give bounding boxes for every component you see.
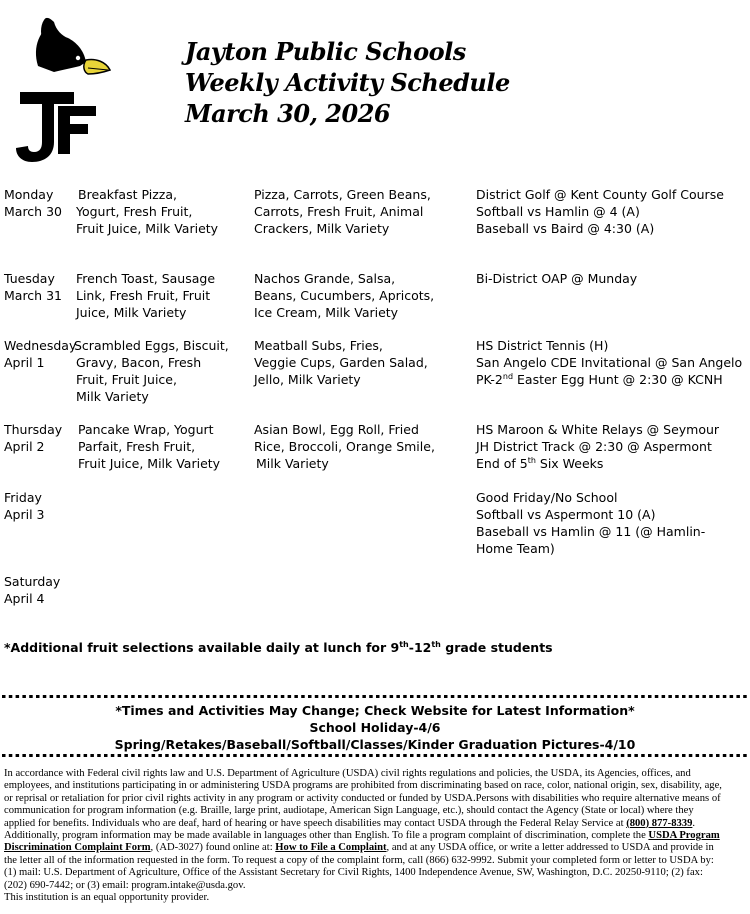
fruit-note-text: grade students: [440, 640, 553, 655]
lunch-line: Asian Bowl, Egg Roll, Fried: [254, 422, 419, 437]
notice-line: School Holiday-4/6: [309, 720, 441, 735]
six-weeks-pre: End of 5: [476, 456, 528, 471]
breakfast-line: Link, Fresh Fruit, Fruit: [76, 288, 211, 303]
breakfast-line: Gravy, Bacon, Fresh: [76, 355, 202, 370]
breakfast-cell: [76, 186, 218, 237]
breakfast-line: Fruit Juice, Milk Variety: [76, 221, 219, 236]
activity-line-six-weeks: [476, 455, 719, 472]
schedule-heading: Weekly Activity Schedule: [185, 68, 510, 97]
day-date: April 3: [4, 507, 45, 522]
activities-cell: [476, 421, 719, 472]
day-date: March 31: [4, 288, 62, 303]
activity-line: Softball vs Aspermont 10 (A): [476, 507, 656, 522]
lunch-line: Beans, Cucumbers, Apricots,: [254, 288, 435, 303]
activity-line: Home Team): [476, 541, 555, 556]
legal-text: . Additionally, program information may be made available in languages other than English. To file a program complaint of discrimination, complete the: [4, 817, 696, 842]
six-weeks-sup: th: [527, 455, 536, 465]
breakfast-line: Parfait, Fresh Fruit,: [78, 439, 196, 454]
activity-line: HS District Tennis (H): [476, 338, 609, 353]
day-cell: [4, 421, 62, 455]
activity-line: Good Friday/No School: [476, 490, 618, 505]
fruit-note-text: -12: [408, 640, 432, 655]
breakfast-line: Fruit Juice, Milk Variety: [78, 456, 221, 471]
lunch-cell: [254, 270, 434, 321]
lunch-line: Jello, Milk Variety: [254, 372, 361, 387]
relay-phone-link[interactable]: (800) 877-8339: [626, 817, 693, 829]
lunch-line: Milk Variety: [256, 456, 329, 471]
lunch-line: Veggie Cups, Garden Salad,: [254, 355, 428, 370]
schedule-date-heading: March 30, 2026: [185, 99, 391, 128]
day-cell: [4, 489, 45, 523]
breakfast-line: Milk Variety: [76, 389, 149, 404]
breakfast-line: Pancake Wrap, Yogurt: [78, 422, 214, 437]
breakfast-line: Breakfast Pizza,: [78, 187, 177, 202]
six-weeks-post: Six Weeks: [535, 456, 604, 471]
day-name: Friday: [4, 490, 42, 505]
day-date: April 1: [4, 355, 45, 370]
breakfast-line: French Toast, Sausage: [76, 271, 216, 286]
equal-opportunity-statement: This institution is an equal opportunity provider.: [4, 892, 210, 904]
notice-line: Spring/Retakes/Baseball/Softball/Classes/Kinder Graduation Pictures-4/10: [114, 737, 636, 752]
breakfast-cell: [76, 421, 220, 472]
activities-cell: [476, 337, 742, 388]
lunch-cell: [254, 186, 431, 237]
egg-hunt-sup: nd: [502, 371, 514, 381]
breakfast-cell: [76, 337, 229, 405]
fruit-note-sup: th: [399, 639, 409, 649]
breakfast-line: Fruit, Fruit Juice,: [76, 372, 177, 387]
day-name: Thursday: [4, 422, 63, 437]
day-cell: [4, 573, 60, 607]
activities-cell: [476, 489, 705, 557]
activity-line: San Angelo CDE Invitational @ San Angelo: [476, 355, 743, 370]
activity-line: District Golf @ Kent County Golf Course: [476, 187, 724, 202]
legal-text: In accordance with Federal civil rights law and U.S. Department of Agriculture (USDA) civil rights regulations and policies, the USDA, its Agencies, offices, and employees, and institutions participating in or administering USDA programs are prohibited from discriminating based on race, color, national origin, sex, disability, age, or reprisal or retaliation for prior civil rights activity in any program or activity conducted or funded by USDA.Persons with disabilities who require alternative means of communication for program information (e.g. Braille, large print, audiotape, American Sign Language, etc.), should contact the Agency (State or local) where they applied for benefits. Individuals who are deaf, hard of hearing or have speech disabilities may contact USDA through the Federal Relay Service at: [4, 768, 722, 829]
activity-line: JH District Track @ 2:30 @ Aspermont: [476, 439, 712, 454]
day-name: Saturday: [4, 574, 61, 589]
activity-line-egg-hunt: [476, 371, 742, 388]
day-date: March 30: [4, 204, 62, 219]
school-name-heading: Jayton Public Schools: [185, 37, 466, 66]
lunch-line: Ice Cream, Milk Variety: [254, 305, 399, 320]
egg-hunt-pre: PK-2: [476, 372, 503, 387]
legal-text: , and at any USDA office, or write a letter addressed to USDA and provide in the letter all of the information requested in the form. To request a copy of the complaint form, call (866) 632-9992. Submit your completed form or letter to USDA by: (1) mail: U.S. Department of Agriculture, Office of the Assistant Secretary for Civil Rights, 1400 Independence Avenue, SW, Washington, D.C. 20250-9110; (2) fax: (202) 690-7442; or (3) email: program.intake@usda.gov.: [4, 842, 714, 891]
lunch-line: Nachos Grande, Salsa,: [254, 271, 396, 286]
how-to-file-link[interactable]: How to File a Complaint: [275, 842, 387, 854]
fruit-note-sup: th: [431, 639, 441, 649]
activities-cell: [476, 270, 637, 287]
day-date: April 4: [4, 591, 45, 606]
breakfast-line: Scrambled Eggs, Biscuit,: [74, 338, 229, 353]
activity-line: Baseball vs Baird @ 4:30 (A): [476, 221, 655, 236]
breakfast-line: Yogurt, Fresh Fruit,: [76, 204, 193, 219]
activities-cell: [476, 186, 724, 237]
lunch-line: Meatball Subs, Fries,: [254, 338, 383, 353]
lunch-cell: [254, 421, 435, 472]
beak-icon: [84, 59, 110, 74]
usda-nondiscrimination-statement: [4, 768, 726, 904]
breakfast-line: Juice, Milk Variety: [76, 305, 187, 320]
egg-hunt-post: Easter Egg Hunt @ 2:30 @ KCNH: [513, 372, 723, 387]
day-name: Monday: [4, 187, 54, 202]
school-logo-cardinal-jf: [10, 16, 120, 164]
day-date: April 2: [4, 439, 45, 454]
lunch-line: Rice, Broccoli, Orange Smile,: [254, 439, 435, 454]
activity-line: HS Maroon & White Relays @ Seymour: [476, 422, 720, 437]
day-cell: [4, 186, 62, 220]
day-cell: [4, 337, 76, 371]
day-name: Tuesday: [4, 271, 55, 286]
breakfast-cell: [76, 270, 215, 321]
activity-line: Bi-District OAP @ Munday: [476, 271, 638, 286]
complaint-form-link[interactable]: USDA Program Discrimination Complaint Form: [4, 830, 720, 854]
day-cell: [4, 270, 62, 304]
lunch-line: Pizza, Carrots, Green Beans,: [254, 187, 431, 202]
dotted-divider-top: [0, 695, 750, 698]
letter-f-icon: [58, 106, 96, 154]
legal-text: , (AD-3027) found online at:: [150, 842, 276, 854]
day-name: Wednesday: [4, 338, 77, 353]
lunch-cell: [254, 337, 428, 388]
dotted-divider-bottom: [0, 754, 750, 757]
notices-block: [0, 702, 750, 753]
lunch-line: Carrots, Fresh Fruit, Animal: [254, 204, 424, 219]
activity-line: Baseball vs Hamlin @ 11 (@ Hamlin-: [476, 524, 706, 539]
fruit-selection-note: [4, 640, 553, 655]
notice-line: *Times and Activities May Change; Check Website for Latest Information*: [115, 703, 635, 718]
schedule-title-block: [185, 36, 510, 129]
activity-line: Softball vs Hamlin @ 4 (A): [476, 204, 640, 219]
fruit-note-text: *Additional fruit selections available daily at lunch for 9: [4, 640, 400, 655]
lunch-line: Crackers, Milk Variety: [254, 221, 390, 236]
